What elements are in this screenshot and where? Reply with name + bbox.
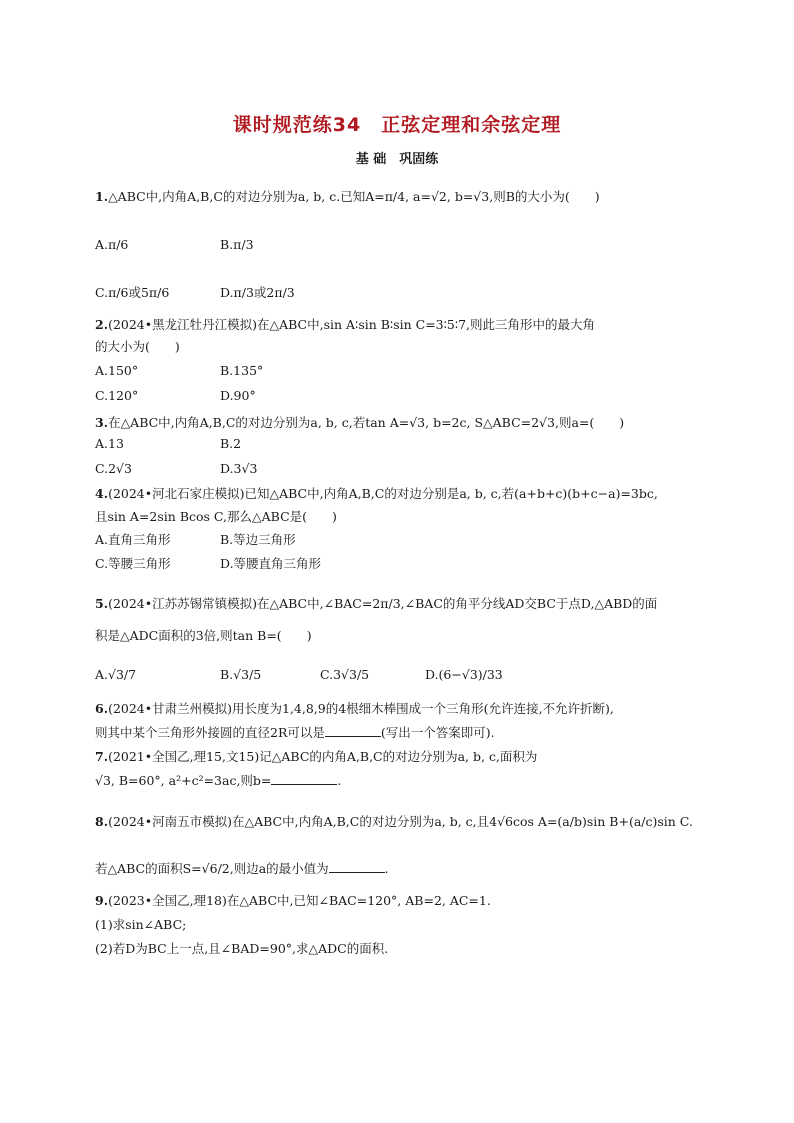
option-b: B.等边三角形 [220, 532, 296, 547]
question-9-part-1: (1)求sin∠ABC; [95, 917, 187, 932]
option-a: A.√3/7 [95, 667, 137, 682]
option-b: B.2 [220, 436, 242, 451]
question-5-line-2: 积是△ADC面积的3倍,则tan B=( ) [95, 628, 312, 643]
option-d: D.等腰直角三角形 [220, 556, 322, 571]
question-text: (2024•甘肃兰州模拟)用长度为1,4,8,9的4根细木棒围成一个三角形(允许连接,不允许折断), [108, 701, 614, 716]
option-c: C.2√3 [95, 461, 132, 476]
question-text: 则其中某个三角形外接圆的直径2R可以是 [95, 725, 325, 740]
question-2-line-2: 的大小为( ) [95, 339, 180, 354]
question-text: (2024•河南五市模拟)在△ABC中,内角A,B,C的对边分别为a, b, c,且4√6cos A=(a/b)sin B+(a/c)sin C. [108, 814, 693, 829]
question-text: 在△ABC中,内角A,B,C的对边分别为a, b, c,若tan A=√3, b=2c, S△ABC=2√3,则a=( ) [108, 415, 625, 430]
option-d: D.3√3 [220, 461, 258, 476]
question-number: 1. [95, 189, 109, 204]
option-a: A.13 [95, 436, 124, 451]
question-text: (2021•全国乙,理15,文15)记△ABC的内角A,B,C的对边分别为a, b, c,面积为 [108, 749, 538, 764]
question-text: . [384, 861, 389, 876]
question-text: (写出一个答案即可). [380, 725, 495, 740]
option-c: C.等腰三角形 [95, 556, 171, 571]
question-3 [95, 412, 715, 434]
option-a: A.直角三角形 [95, 532, 171, 547]
question-8-line-2 [95, 858, 715, 880]
option-b: B.π/3 [220, 237, 254, 252]
question-4 [95, 483, 715, 505]
question-number: 7. [95, 749, 109, 764]
question-8 [95, 811, 715, 833]
question-number: 5. [95, 596, 109, 611]
question-1 [95, 186, 715, 208]
page-title: 课时规范练34 正弦定理和余弦定理 [232, 114, 562, 136]
question-text: △ABC中,内角A,B,C的对边分别为a, b, c.已知A=π/4, a=√2, b=√3,则B的大小为( ) [108, 189, 600, 204]
question-number: 9. [95, 893, 109, 908]
question-6-line-2 [95, 722, 715, 744]
question-number: 6. [95, 701, 109, 716]
question-number: 2. [95, 317, 109, 332]
option-c: C.120° [95, 388, 139, 403]
question-6 [95, 698, 715, 720]
question-text: (2024•河北石家庄模拟)已知△ABC中,内角A,B,C的对边分别是a, b, c,若(a+b+c)(b+c−a)=3bc, [108, 486, 658, 501]
option-b: B.135° [220, 363, 264, 378]
section-heading: 基 础 巩固练 [355, 152, 439, 167]
question-text: √3, B=60°, a²+c²=3ac,则b= [95, 773, 272, 788]
question-4-line-2: 且sin A=2sin Bcos C,那么△ABC是( ) [95, 509, 337, 524]
option-d: D.(6−√3)/33 [425, 667, 503, 682]
question-text: (2024•江苏苏锡常镇模拟)在△ABC中,∠BAC=2π/3,∠BAC的角平分线AD交BC于点D,△ABD的面 [108, 596, 658, 611]
option-d: D.π/3或2π/3 [220, 285, 295, 300]
question-7 [95, 746, 715, 768]
question-number: 3. [95, 415, 109, 430]
question-text: . [337, 773, 342, 788]
option-c: C.3√3/5 [320, 667, 370, 682]
option-a: A.π/6 [95, 237, 129, 252]
option-b: B.√3/5 [220, 667, 262, 682]
option-c: C.π/6或5π/6 [95, 285, 170, 300]
question-2 [95, 314, 715, 336]
option-a: A.150° [95, 363, 139, 378]
question-7-line-2 [95, 770, 715, 792]
question-9-part-2: (2)若D为BC上一点,且∠BAD=90°,求△ADC的面积. [95, 941, 389, 956]
answer-blank[interactable] [271, 771, 337, 785]
question-number: 4. [95, 486, 109, 501]
answer-blank[interactable] [325, 723, 381, 737]
answer-blank[interactable] [329, 859, 385, 873]
option-d: D.90° [220, 388, 256, 403]
question-5 [95, 593, 715, 615]
question-9 [95, 890, 715, 912]
question-number: 8. [95, 814, 109, 829]
question-text: (2024•黑龙江牡丹江模拟)在△ABC中,sin A∶sin B∶sin C=3∶5∶7,则此三角形中的最大角 [108, 317, 596, 332]
question-text: (2023•全国乙,理18)在△ABC中,已知∠BAC=120°, AB=2, AC=1. [108, 893, 491, 908]
question-text: 若△ABC的面积S=√6/2,则边a的最小值为 [95, 861, 329, 876]
